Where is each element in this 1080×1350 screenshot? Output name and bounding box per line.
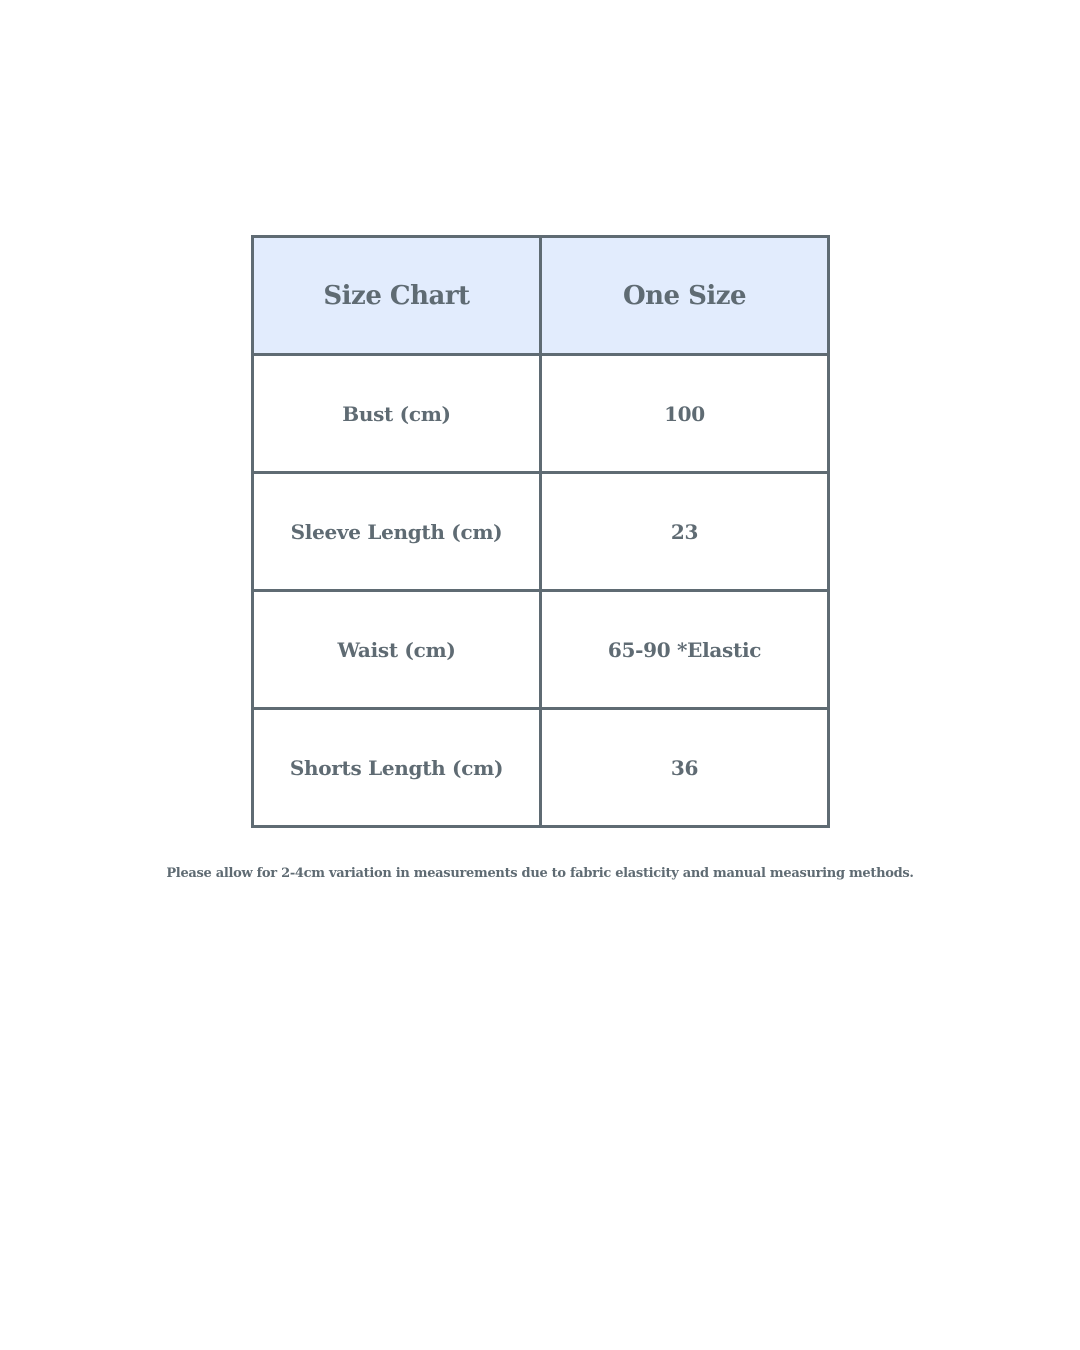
header-one-size: One Size xyxy=(541,237,829,355)
table-row xyxy=(253,591,829,709)
row-value-bust: 100 xyxy=(541,355,829,473)
row-label-sleeve-length: Sleeve Length (cm) xyxy=(253,473,541,591)
table-row xyxy=(253,709,829,827)
table-row xyxy=(253,473,829,591)
row-label-bust: Bust (cm) xyxy=(253,355,541,473)
row-value-waist: 65-90 *Elastic xyxy=(541,591,829,709)
table-row xyxy=(253,355,829,473)
table-header-row xyxy=(253,237,829,355)
size-chart-table xyxy=(251,235,830,828)
row-value-sleeve-length: 23 xyxy=(541,473,829,591)
measurement-note: Please allow for 2-4cm variation in measurements due to fabric elasticity and manual measuring methods. xyxy=(166,866,914,881)
row-label-waist: Waist (cm) xyxy=(253,591,541,709)
header-size-chart: Size Chart xyxy=(253,237,541,355)
row-value-shorts-length: 36 xyxy=(541,709,829,827)
row-label-shorts-length: Shorts Length (cm) xyxy=(253,709,541,827)
